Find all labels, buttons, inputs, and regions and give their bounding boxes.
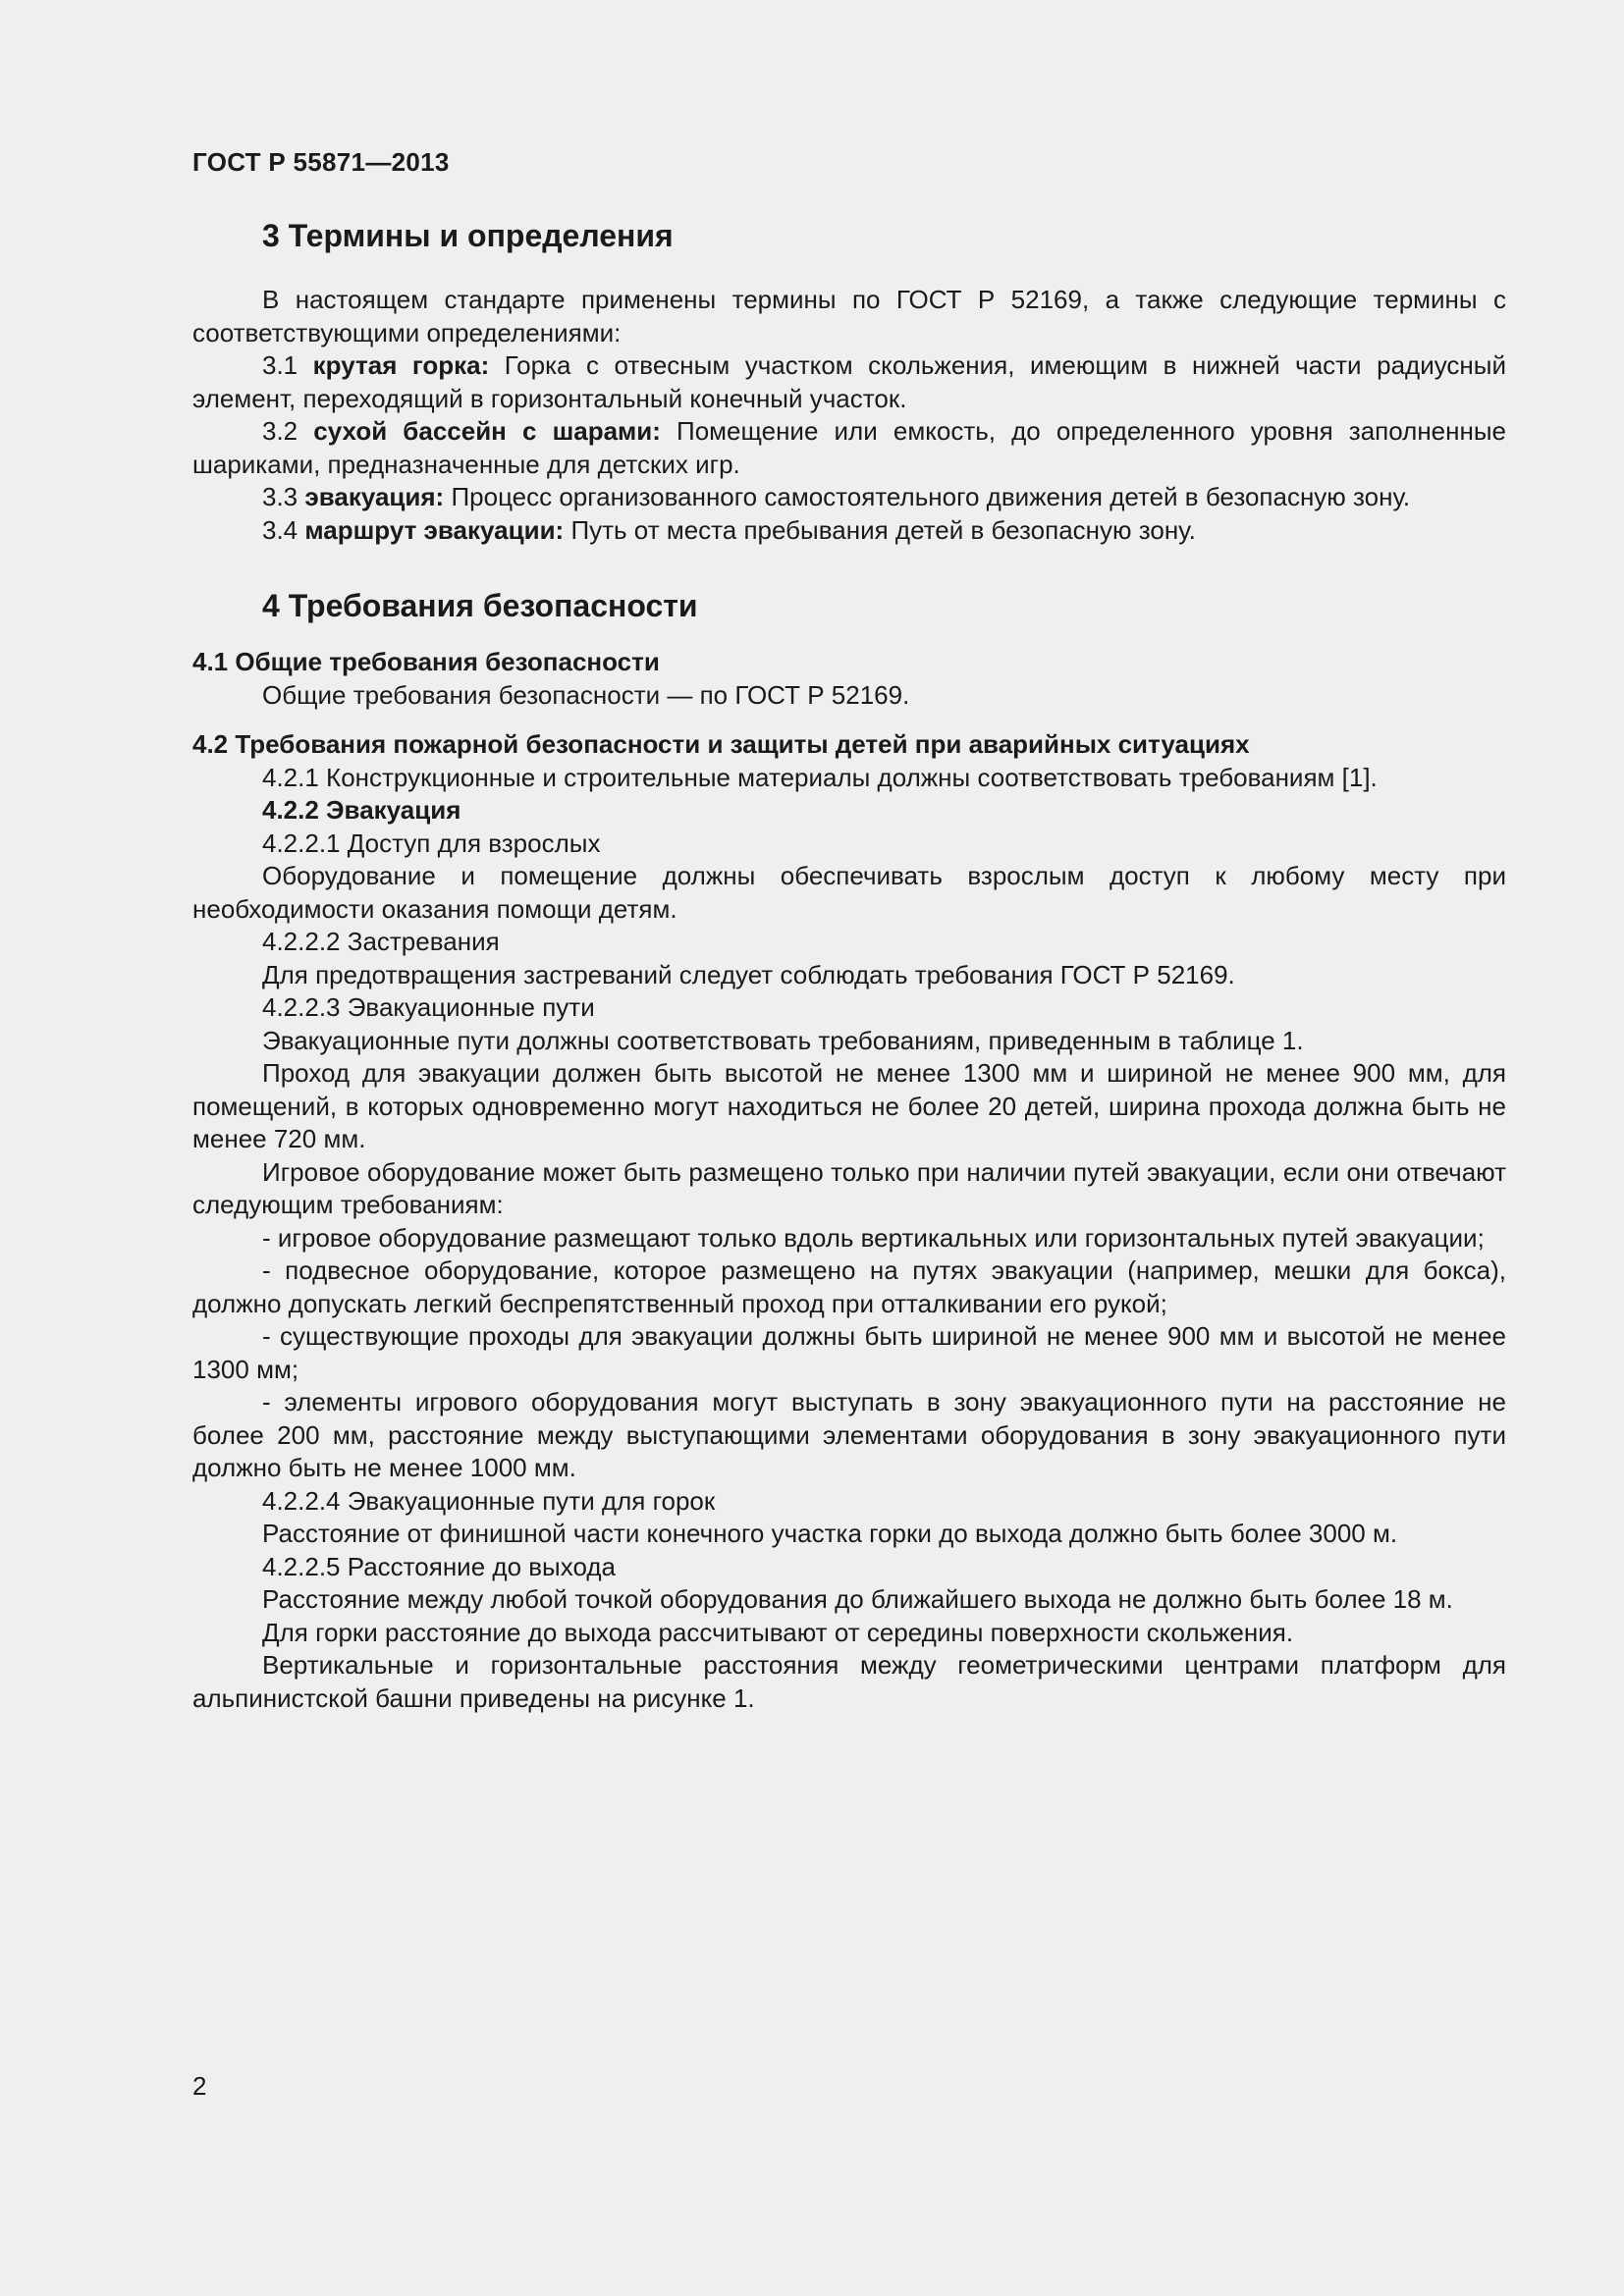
section-4-title: 4 Требования безопасности bbox=[262, 588, 698, 623]
page-number: 2 bbox=[192, 2071, 207, 2101]
term-name: маршрут эвакуации: bbox=[304, 514, 565, 545]
term-name: крутая горка: bbox=[312, 350, 490, 380]
term-number: 3.1 bbox=[262, 350, 313, 380]
subsection-4-1-title: 4.1 Общие требования безопасности bbox=[192, 647, 660, 676]
list-item: - существующие проходы для эвакуации должны быть шириной не менее 900 мм и высотой не менее 1300 мм; bbox=[192, 1321, 1506, 1384]
clause-4-2-2-1-title: 4.2.2.1 Доступ для взрослых bbox=[262, 828, 601, 858]
subsection-4-1-text: Общие требования безопасности — по ГОСТ Р 52169. bbox=[262, 679, 910, 710]
term-3-4 bbox=[192, 514, 1506, 548]
clause-4-2-2-3-text-2: Проход для эвакуации должен быть высотой не менее 1300 мм и шириной не менее 900 мм, для помещений, в которых одновременно могут находиться не более 20 детей, ширина прохода должна быть не менее 720 мм. bbox=[192, 1058, 1506, 1153]
term-number: 3.3 bbox=[262, 482, 305, 511]
term-number: 3.2 bbox=[262, 416, 314, 446]
term-definition: Горка с отвесным участком скольжения, имеющим в нижней части радиусный элемент, переходящий в горизонтальный конечный участок. bbox=[192, 350, 1506, 413]
clause-4-2-2-3-text-1: Эвакуационные пути должны соответствовать требованиям, приведенным в таблице 1. bbox=[262, 1025, 1304, 1055]
term-number: 3.4 bbox=[262, 514, 305, 545]
clause-4-2-2-4-title: 4.2.2.4 Эвакуационные пути для горок bbox=[262, 1485, 716, 1516]
spacer bbox=[192, 712, 1506, 728]
term-definition: Процесс организованного самостоятельного движения детей в безопасную зону. bbox=[444, 482, 1411, 511]
term-definition: Помещение или емкость, до определенного уровня заполненные шариками, предназначенные для детских игр. bbox=[192, 416, 1506, 479]
term-3-3 bbox=[192, 481, 1506, 514]
clause-4-2-2-3-text-3: Игровое оборудование может быть размещено только при наличии путей эвакуации, если они отвечают следующим требованиям: bbox=[192, 1156, 1506, 1219]
clause-4-2-2-2-title: 4.2.2.2 Застревания bbox=[262, 927, 500, 956]
clause-4-2-2-4-text: Расстояние от финишной части конечного участка горки до выхода должно быть более 3000 м. bbox=[262, 1519, 1398, 1548]
document-body bbox=[192, 216, 1506, 1715]
term-definition: Путь от места пребывания детей в безопасную зону. bbox=[564, 514, 1196, 545]
term-3-2 bbox=[192, 415, 1506, 481]
term-3-1 bbox=[192, 349, 1506, 415]
section-3-title: 3 Термины и определения bbox=[262, 218, 674, 253]
clause-title: 4.2.2 Эвакуация bbox=[262, 795, 461, 825]
clause-4-2-2-5-text-3: Вертикальные и горизонтальные расстояния между геометрическими центрами платформ для альпинистской башни приведены на рисунке 1. bbox=[192, 1650, 1506, 1713]
clause-4-2-2-5-text-2: Для горки расстояние до выхода рассчитывают от середины поверхности скольжения. bbox=[262, 1617, 1294, 1647]
clause-4-2-2-1-text: Оборудование и помещение должны обеспечивать взрослым доступ к любому месту при необходимости оказания помощи детям. bbox=[192, 861, 1506, 924]
clause-4-2-2-3-title: 4.2.2.3 Эвакуационные пути bbox=[262, 992, 595, 1022]
clause-4-2-2-5-title: 4.2.2.5 Расстояние до выхода bbox=[262, 1551, 616, 1581]
list-item: - подвесное оборудование, которое размещено на путях эвакуации (например, мешки для бокса), должно допускать легкий беспрепятственный проход при отталкивании его рукой; bbox=[192, 1255, 1506, 1318]
section-3-intro: В настоящем стандарте применены термины по ГОСТ Р 52169, а также следующие термины с соответствующими определениями: bbox=[192, 285, 1506, 347]
term-name: эвакуация: bbox=[304, 482, 445, 511]
subsection-4-2-title: 4.2 Требования пожарной безопасности и защиты детей при аварийных ситуациях bbox=[192, 729, 1250, 759]
clause-4-2-2-2-text: Для предотвращения застреваний следует соблюдать требования ГОСТ Р 52169. bbox=[262, 959, 1235, 989]
list-item: - игровое оборудование размещают только вдоль вертикальных или горизонтальных путей эвакуации; bbox=[262, 1222, 1485, 1253]
term-name: сухой бассейн с шарами: bbox=[313, 416, 661, 446]
standard-header: ГОСТ Р 55871—2013 bbox=[192, 147, 450, 177]
list-item: - элементы игрового оборудования могут выступать в зону эвакуационного пути на расстояние не более 200 мм, расстояние между выступающими элементами оборудования в зону эвакуационного пути должно быть не менее 1000 мм. bbox=[192, 1387, 1506, 1482]
clause-4-2-2 bbox=[192, 794, 1506, 828]
clause-4-2-2-5-text-1: Расстояние между любой точкой оборудования до ближайшего выхода не должно быть более 18 м. bbox=[262, 1584, 1453, 1614]
clause-4-2-1: 4.2.1 Конструкционные и строительные материалы должны соответствовать требованиям [1]. bbox=[262, 762, 1378, 792]
